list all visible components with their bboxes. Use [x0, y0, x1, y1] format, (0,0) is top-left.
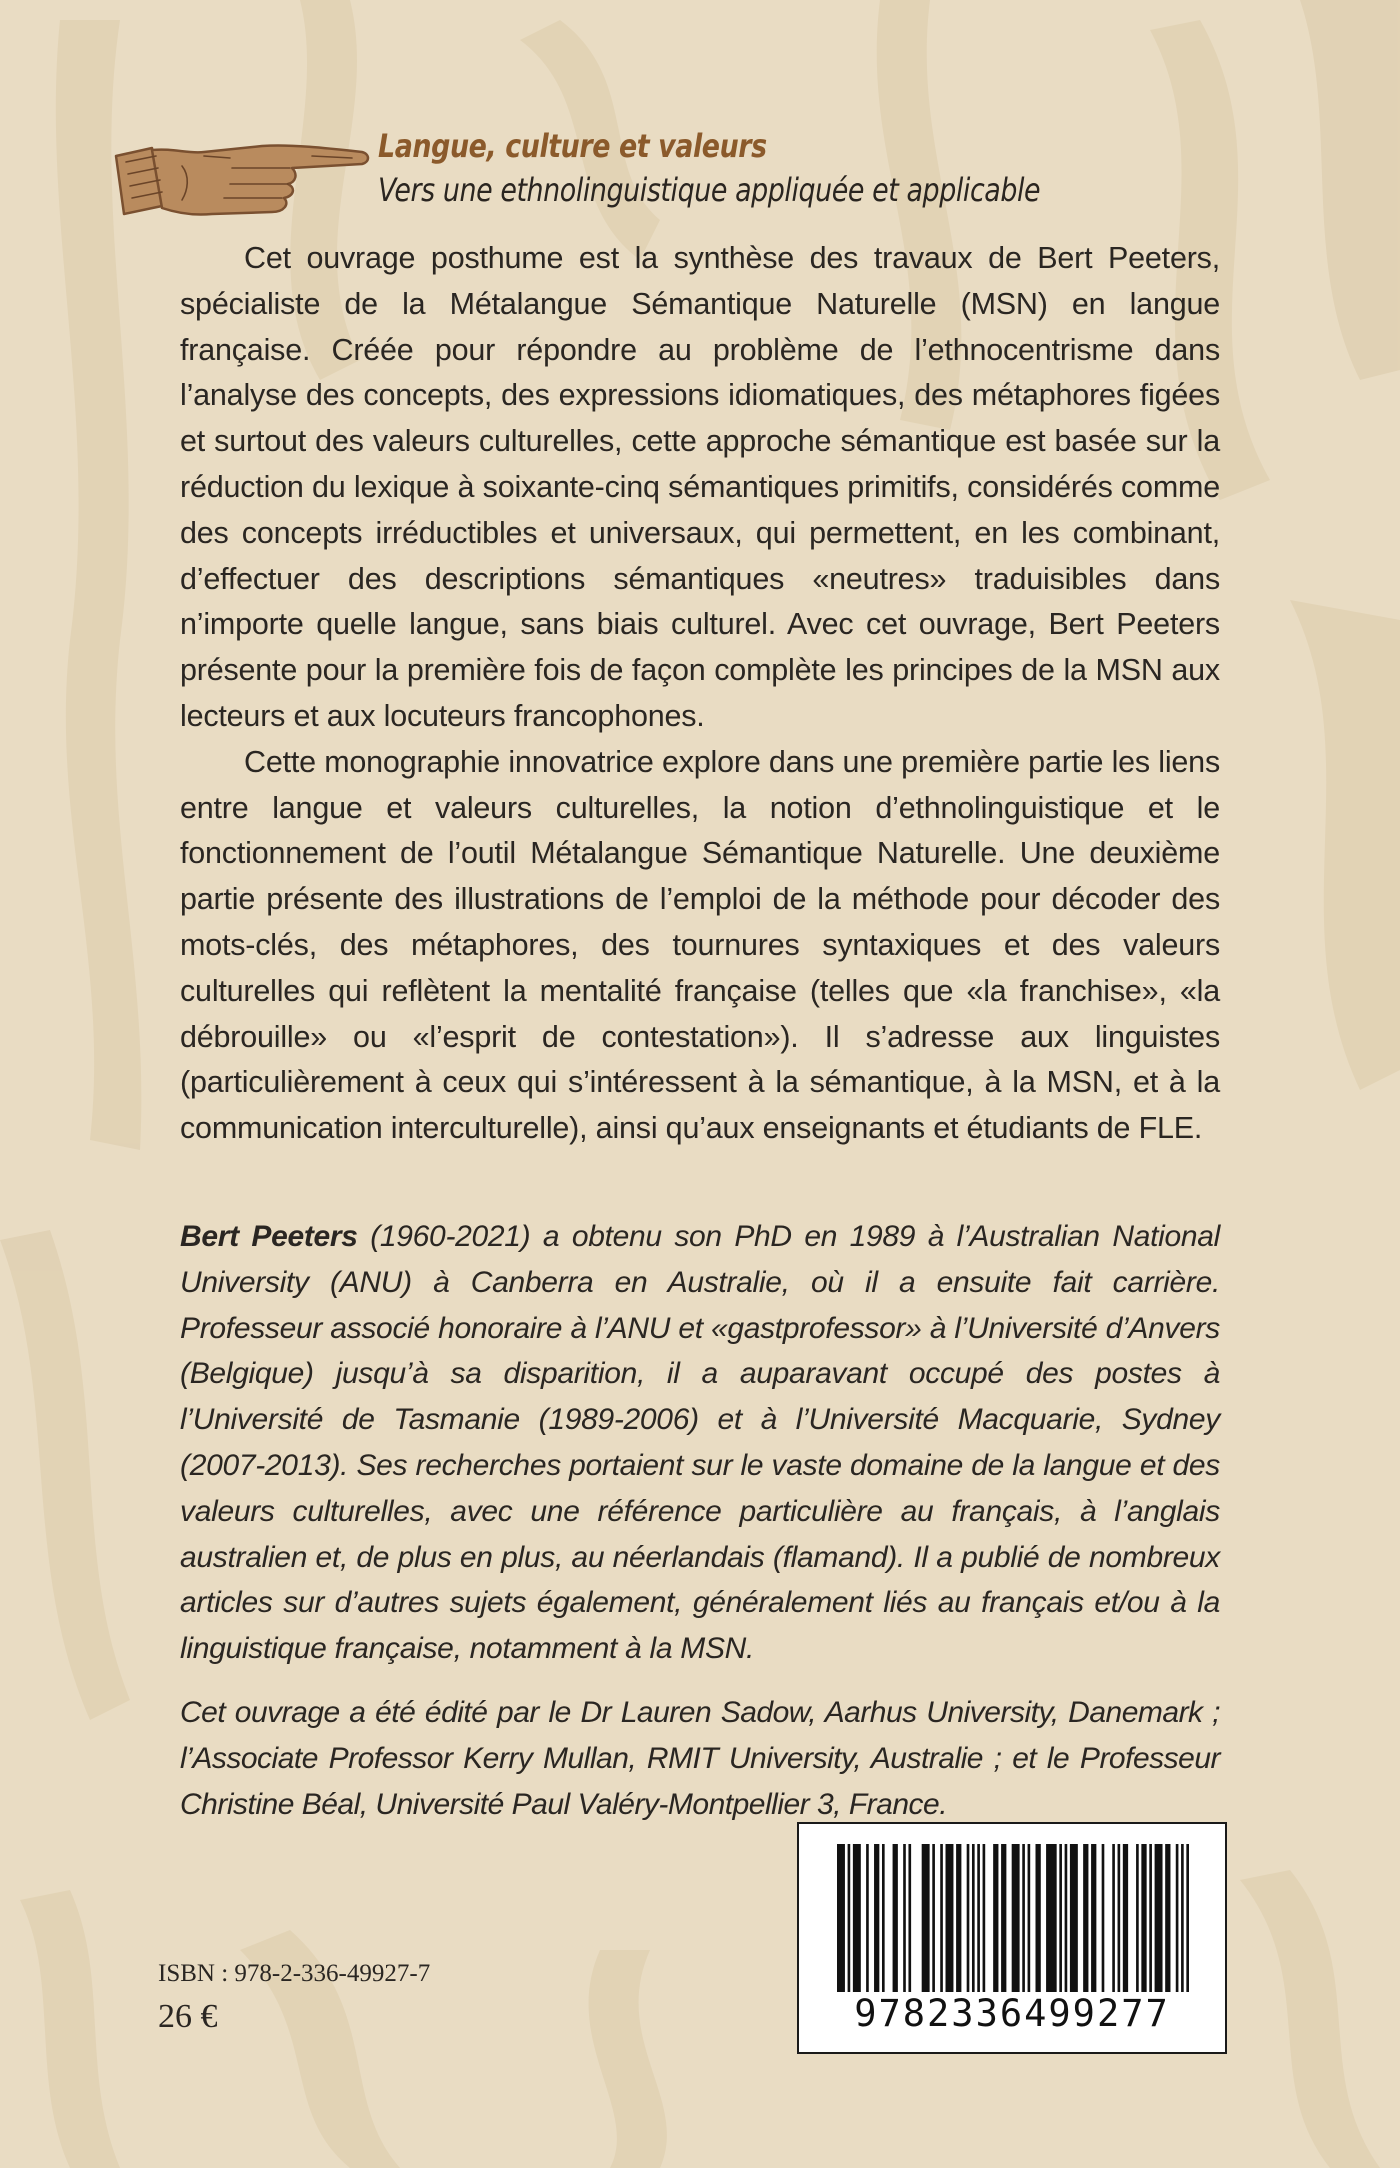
barcode-bar [853, 1844, 861, 1992]
series-subtitle: Vers une ethnolinguistique appliquée et applicable [378, 171, 1041, 209]
barcode-bar [1123, 1844, 1128, 1992]
barcode-bar [1155, 1844, 1163, 1992]
price-label: 26 € [158, 1998, 218, 2035]
barcode-bar [1149, 1844, 1152, 1992]
series-title-block [378, 124, 1166, 212]
barcode-bar [983, 1844, 986, 1992]
barcode-bar [1091, 1844, 1096, 1992]
barcode-bar [1046, 1844, 1057, 1992]
barcode-bars [837, 1844, 1189, 1992]
barcode-bar [1065, 1844, 1068, 1992]
barcode-bar [1070, 1844, 1078, 1992]
barcode-bar [946, 1844, 954, 1992]
author-bio [180, 1214, 1220, 1672]
barcode-bar [903, 1844, 906, 1992]
barcode-bar [977, 1844, 980, 1992]
barcode-bar [1136, 1844, 1139, 1992]
author-name: Bert Peeters [180, 1220, 358, 1253]
barcode-bar [866, 1844, 869, 1992]
series-title: Langue, culture et valeurs [378, 127, 767, 165]
summary-paragraph: Cet ouvrage posthume est la synthèse des travaux de Bert Peeters, spécialiste de la Métalangue Sémantique Naturelle (MSN) en langue française. Créée pour répondre au problème de l’ethnocentrisme dans l’analyse des concepts, des expressions idiomatiques, des métaphores figées et surtout des valeurs culturelles, cette approche sémantique est basée sur la réduction du lexique à soixante-cinq sémantiques primitifs, considérés comme des concepts irréductibles et universaux, qui permettent, en les combinant, d’effectuer des descriptions sémantiques «neutres» traduisibles dans n’importe quelle langue, sans biais culturel. Avec cet ouvrage, Bert Peeters présente pour la première fois de façon complète les principes de la MSN aux lecteurs et aux locuteurs francophones. [180, 241, 1220, 733]
summary-paragraph: Cette monographie innovatrice explore dans une première partie les liens entre langue et valeurs culturelles, la notion d’ethnolinguistique et le fonctionnement de l’outil Métalangue Sémantique Naturelle. Une deuxième partie présente des illustrations de l’emploi de la méthode pour décoder des mots-clés, des métaphores, des tournures syntaxiques et des valeurs culturelles qui reflètent la mentalité française (telles que «la franchise», «la débrouille» ou «l’esprit de contestation»). Il s’adresse aux linguistes (particulièrement à ceux qui s’intéressent à la sémantique, à la MSN, et à la communication interculturelle), ainsi qu’aux enseignants et étudiants de FLE. [180, 744, 1220, 1146]
barcode-bar [1141, 1844, 1146, 1992]
barcode-bar [1001, 1844, 1006, 1992]
barcode-digits: 9782336499277 [854, 1992, 1170, 2035]
barcode-bar [940, 1844, 943, 1992]
editors-note [180, 1690, 1220, 1827]
barcode-bar [893, 1844, 898, 1992]
isbn-label: ISBN : 978-2-336-49927-7 [158, 1960, 431, 1987]
series-header [112, 118, 1312, 238]
pointing-hand-icon [112, 126, 372, 226]
barcode-bar [972, 1844, 975, 1992]
barcode-bar [837, 1844, 845, 1992]
barcode-bar [1112, 1844, 1115, 1992]
editors-paragraph: Cet ouvrage a été édité par le Dr Lauren Sadow, Aarhus University, Danemark ; l’Associate Professor Kerry Mullan, RMIT University, Australie ; et le Professeur Christine Béal, Université Paul Valéry-Montpellier 3, France. [180, 1696, 1220, 1821]
barcode-bar [1186, 1844, 1189, 1992]
author-bio-text: (1960-2021) a obtenu son PhD en 1989 à l’Australian National University (ANU) à Canberra en Australie, où il a ensuite fait carrière. Professeur associé honoraire à l’ANU et «gastprofessor» à l’Université d’Anvers (Belgique) jusqu’à sa disparition, il a auparavant occupé des postes à l’Université de Tasmanie (1989-2006) et à l’Université Macquarie, Sydney (2007-2013). Ses recherches portaient sur le vaste domaine de la langue et des valeurs culturelles, avec une référence particulière au français, à l’anglais australien et, de plus en plus, au néerlandais (flamand). Il a publié de nombreux articles sur d’autres sujets également, généralement liés au français et/ou à la linguistique française, notamment à la MSN. [180, 1220, 1220, 1666]
barcode-bar [908, 1844, 911, 1992]
barcode-bar [1165, 1844, 1170, 1992]
barcode-bar [967, 1844, 970, 1992]
barcode-bar [922, 1844, 930, 1992]
barcode-bar [993, 1844, 998, 1992]
barcode [797, 1822, 1227, 2054]
barcode-bar [1012, 1844, 1020, 1992]
barcode-bar [1022, 1844, 1025, 1992]
barcode-bar [1176, 1844, 1179, 1992]
barcode-bar [1181, 1844, 1184, 1992]
barcode-bar [956, 1844, 961, 1992]
barcode-bar [1118, 1844, 1121, 1992]
barcode-bar [1036, 1844, 1041, 1992]
barcode-bar [874, 1844, 879, 1992]
book-summary [180, 236, 1220, 1152]
author-bio-paragraph [180, 1214, 1220, 1672]
barcode-bar [932, 1844, 935, 1992]
barcode-bar [1083, 1844, 1088, 1992]
barcode-bar [882, 1844, 885, 1992]
barcode-bar [1102, 1844, 1105, 1992]
barcode-bar [1059, 1844, 1062, 1992]
barcode-bar [848, 1844, 851, 1992]
barcode-bar [1028, 1844, 1031, 1992]
